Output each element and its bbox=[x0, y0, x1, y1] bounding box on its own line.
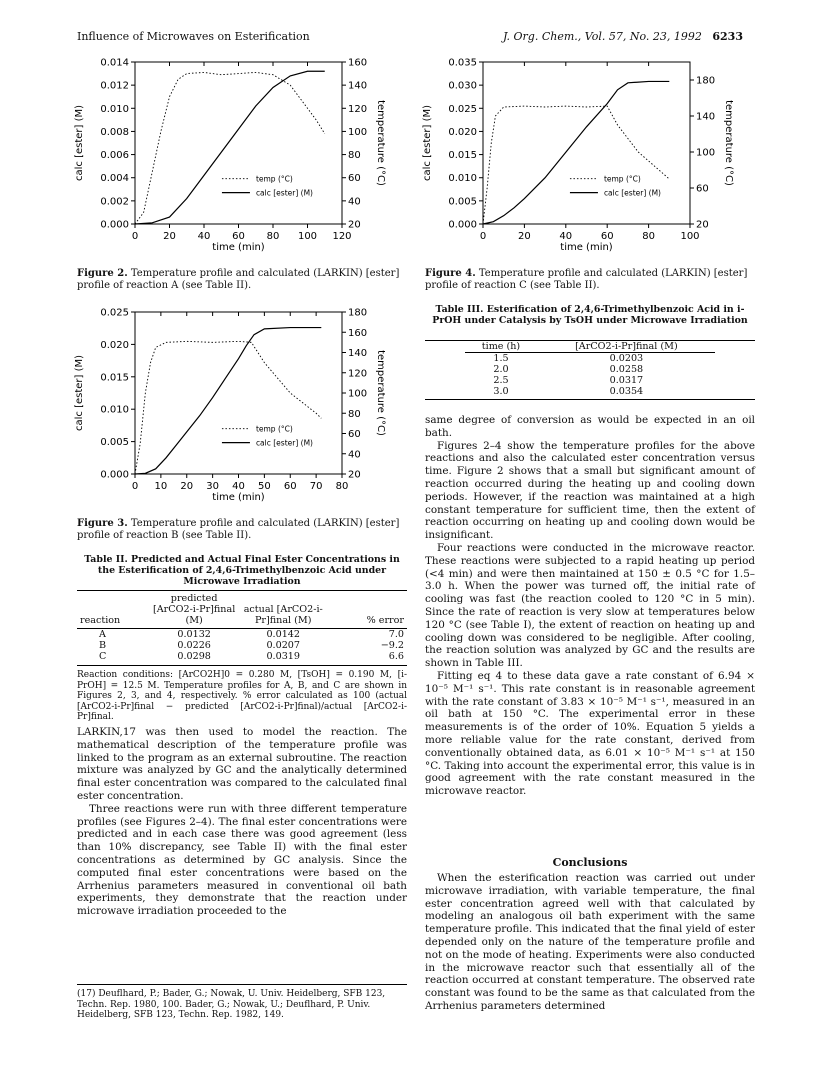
x-tick-label: 40 bbox=[232, 481, 245, 492]
table-2-header-actual: actual [ArCO2-i-Pr]final (M) bbox=[243, 604, 323, 626]
y2-tick-label: 60 bbox=[696, 183, 709, 195]
figure-3-caption bbox=[77, 518, 407, 542]
x-tick-label: 40 bbox=[197, 231, 211, 242]
table-row bbox=[465, 386, 716, 397]
y-tick-label: 0.000 bbox=[100, 469, 129, 481]
y2-tick-label: 100 bbox=[696, 147, 716, 159]
y-axis-label: calc [ester] (M) bbox=[422, 104, 433, 182]
table-row bbox=[77, 629, 407, 640]
table-3-header: [ArCO2-i-Pr]final (M) bbox=[537, 341, 715, 353]
table-2-cell: B bbox=[99, 640, 107, 651]
plot-frame bbox=[135, 62, 342, 224]
y-tick-label: 0.035 bbox=[448, 57, 477, 69]
table-2-header-reaction: reaction bbox=[80, 615, 121, 626]
x-axis-label: time (min) bbox=[212, 242, 265, 253]
table-2-cell: A bbox=[99, 629, 106, 640]
x-tick-label: 0 bbox=[131, 231, 139, 242]
table-row bbox=[465, 364, 716, 375]
y-tick-label: 0.005 bbox=[100, 437, 129, 449]
y-tick-label: 0.010 bbox=[448, 173, 477, 185]
figure-2-caption bbox=[77, 268, 407, 292]
x-tick-label: 100 bbox=[297, 231, 318, 242]
x-tick-label: 80 bbox=[266, 231, 280, 242]
x-axis-label: time (min) bbox=[560, 242, 613, 253]
y-tick-label: 0.000 bbox=[100, 219, 129, 231]
y2-tick-label: 140 bbox=[696, 111, 716, 123]
table-2-cell: 0.0207 bbox=[266, 640, 301, 651]
x-tick-label: 70 bbox=[309, 481, 323, 492]
legend-label: temp (°C) bbox=[255, 424, 293, 434]
table-2-cell: 6.6 bbox=[388, 651, 404, 662]
table-3-cell: 3.0 bbox=[493, 386, 509, 397]
paragraph: Four reactions were conducted in the microwave reactor. These reactions were subjected to a rapid heating up period (<4 min) and were then maintained at 150 ± 0.5 °C for 1.5–3.0 h. When the power was turned off, the initial rate of cooling was fast (the reaction cooled to 120 °C in 5 min). Since the rate of reaction is very slow at temperatures below 120 °C (see Table I), the extent of reaction on heating up and cooling down was considered to be negligible. After cooling, the reaction solution was analyzed by GC and the results are shown in Table III. bbox=[425, 541, 755, 670]
plot-frame bbox=[483, 62, 690, 224]
y2-tick-label: 100 bbox=[348, 126, 368, 138]
paragraph: same degree of conversion as would be expected in an oil bath. bbox=[425, 414, 755, 439]
table-3-grid bbox=[465, 341, 716, 397]
running-header-left: Influence of Microwaves on Esterification bbox=[77, 30, 310, 43]
table-2-cell: C bbox=[99, 651, 107, 662]
y2-tick-label: 120 bbox=[348, 103, 368, 115]
y2-axis-label: temperature (°C) bbox=[375, 100, 386, 186]
journal-citation: J. Org. Chem., Vol. 57, No. 23, 1992 bbox=[502, 30, 702, 43]
table-2-cell: 0.0132 bbox=[177, 629, 211, 640]
x-tick-label: 120 bbox=[332, 231, 352, 242]
legend-label: temp (°C) bbox=[603, 174, 641, 184]
y-tick-label: 0.020 bbox=[100, 339, 129, 351]
y-tick-label: 0.008 bbox=[100, 126, 129, 138]
table-3-cell: 0.0258 bbox=[609, 364, 644, 375]
table-2 bbox=[77, 590, 407, 723]
paragraph: Three reactions were run with three different temperature profiles (see Figures 2–4). The final ester concentrations were predicted and in each case there was good agreement (less than 10% discrepancy, see Table II) with the final ester concentrations as determined by GC analysis. Since the computed final ester concentrations were based on the Arrhenius parameters measured in conventional oil bath experiments, they demonstrate that the reaction under microwave irradiation proceeded to the bbox=[77, 802, 407, 918]
table-3-cell: 2.0 bbox=[493, 364, 509, 375]
paragraph: Fitting eq 4 to these data gave a rate constant of 6.94 × 10⁻⁵ M⁻¹ s⁻¹. This rate constant is in reasonable agreement with the rate constant of 3.83 × 10⁻⁵ M⁻¹ s⁻¹, measured in an oil bath at 150 °C. The experimental error in these measurements is of the order of 10%. Equation 5 yields a more reliable value for the rate constant, derived from conventionally obtained data, as 6.01 × 10⁻⁵ M⁻¹ s⁻¹ at 150 °C. Taking into account the experimental error, this value is in good agreement with the rate constant measured in the microwave reactor. bbox=[425, 669, 755, 798]
table-3-cell: 2.5 bbox=[493, 375, 509, 386]
plot-frame bbox=[135, 312, 342, 474]
table-3-header-row bbox=[465, 341, 716, 353]
x-tick-label: 60 bbox=[283, 481, 297, 492]
right-body-text bbox=[425, 414, 755, 798]
y2-tick-label: 160 bbox=[348, 327, 368, 339]
y-tick-label: 0.020 bbox=[448, 126, 477, 138]
figure-2-caption-text: Temperature profile and calculated (LARKIN) [ester] profile of reaction A (see Table II). bbox=[77, 268, 400, 291]
paragraph: Figures 2–4 show the temperature profiles for the above reactions and also the calculated ester concentration versus time. Figure 2 shows that a small but significant amount of reaction occurred during the heating up and cooling down periods. However, if the reaction was maintained at a high constant temperature for sufficient time, then the extent of reaction occurring on heating up and cooling down would be insignificant. bbox=[425, 439, 755, 542]
figure-3-caption-text: Temperature profile and calculated (LARKIN) [ester] profile of reaction B (see Table II). bbox=[77, 518, 400, 541]
table-2-grid bbox=[77, 593, 407, 626]
table-3-cell: 0.0203 bbox=[609, 353, 644, 364]
table-2-cell: 0.0142 bbox=[266, 629, 301, 640]
x-axis-label: time (min) bbox=[212, 492, 265, 503]
x-tick-label: 20 bbox=[180, 481, 194, 492]
y2-axis-label: temperature (°C) bbox=[375, 350, 386, 436]
table-2-cell: −9.2 bbox=[380, 640, 404, 651]
page-number: 6233 bbox=[712, 30, 743, 43]
table-3-cell: 1.5 bbox=[493, 353, 509, 364]
y-tick-label: 0.006 bbox=[100, 150, 129, 162]
legend-label: calc [ester] (M) bbox=[255, 188, 313, 198]
y-axis-label: calc [ester] (M) bbox=[74, 354, 85, 432]
table-2-cell: 0.0319 bbox=[266, 651, 301, 662]
y2-tick-label: 180 bbox=[696, 75, 716, 87]
y-tick-label: 0.030 bbox=[448, 80, 477, 92]
y-tick-label: 0.010 bbox=[100, 404, 129, 416]
y2-tick-label: 140 bbox=[348, 348, 368, 359]
y2-axis-label: temperature (°C) bbox=[723, 100, 734, 186]
table-2-body bbox=[77, 629, 407, 662]
figure-2-chart bbox=[70, 52, 400, 264]
paragraph: When the esterification reaction was carried out under microwave irradiation, with variable temperature, the final ester concentration agreed well with that calculated by modeling an analogous oil bath experiment with the same temperature profile. This indicated that the final yield of ester depended only on the nature of the temperature profile and not on the mode of heating. Experiments were also conducted in the microwave reactor such that essentially all of the reaction occurred at constant temperature. The observed rate constant was found to be the same as that calculated from the Arrhenius parameters determined bbox=[425, 872, 755, 1012]
x-tick-label: 0 bbox=[131, 481, 139, 492]
series-line-ester bbox=[483, 81, 669, 224]
y-tick-label: 0.005 bbox=[448, 196, 477, 208]
y-tick-label: 0.015 bbox=[100, 372, 129, 384]
y-tick-label: 0.010 bbox=[100, 103, 129, 115]
y2-tick-label: 80 bbox=[348, 150, 361, 162]
y2-tick-label: 40 bbox=[348, 449, 361, 461]
x-tick-label: 20 bbox=[163, 231, 176, 242]
y2-tick-label: 20 bbox=[348, 469, 361, 481]
table-row bbox=[77, 651, 407, 662]
x-tick-label: 80 bbox=[642, 231, 655, 242]
table-2-header-predicted: predicted [ArCO2-i-Pr]final (M) bbox=[153, 593, 236, 626]
x-tick-label: 100 bbox=[680, 231, 700, 242]
series-line-ester bbox=[135, 328, 321, 474]
figure-4-caption-text: Temperature profile and calculated (LARKIN) [ester] profile of reaction C (see Table II). bbox=[425, 268, 748, 291]
y-tick-label: 0.025 bbox=[448, 103, 477, 115]
y-tick-label: 0.012 bbox=[100, 80, 129, 92]
y2-tick-label: 40 bbox=[348, 196, 361, 208]
x-tick-label: 30 bbox=[206, 481, 219, 492]
legend-label: temp (°C) bbox=[255, 174, 293, 184]
table-3-cell: 0.0317 bbox=[609, 375, 644, 386]
table-row bbox=[77, 640, 407, 651]
table-3-title: Table III. Esterification of 2,4,6-Trimethylbenzoic Acid in i-PrOH under Catalysis by TsOH under Microwave Irradiation bbox=[432, 304, 748, 326]
y2-tick-label: 20 bbox=[696, 219, 709, 231]
chart-svg bbox=[418, 52, 748, 264]
table-3-header: time (h) bbox=[465, 341, 538, 353]
x-tick-label: 60 bbox=[232, 231, 245, 242]
figure-4-label: Figure 4. bbox=[425, 268, 476, 279]
x-tick-label: 80 bbox=[335, 481, 349, 492]
x-tick-label: 0 bbox=[479, 231, 487, 242]
x-tick-label: 10 bbox=[154, 481, 168, 492]
series-line-temp bbox=[135, 341, 321, 474]
paragraph: LARKIN,17 was then used to model the reaction. The mathematical description of the temperature profile was linked to the program as an external subroutine. The reaction mixture was analyzed by GC and the analytically determined final ester concentration was compared to the calculated final ester concentration. bbox=[77, 726, 407, 802]
y2-tick-label: 80 bbox=[348, 408, 361, 420]
conclusions-heading: Conclusions bbox=[552, 856, 628, 869]
table-2-title: Table II. Predicted and Actual Final Ester Concentrations in the Esterification of 2,4,6-Trimethylbenzoic Acid under Microwave Irradiation bbox=[84, 554, 400, 587]
y2-tick-label: 180 bbox=[348, 307, 368, 319]
y-axis-label: calc [ester] (M) bbox=[74, 104, 85, 182]
x-tick-label: 50 bbox=[258, 481, 271, 492]
table-2-cell: 0.0226 bbox=[177, 640, 211, 651]
y2-tick-label: 60 bbox=[348, 429, 361, 440]
table-2-cell: 0.0298 bbox=[177, 651, 211, 662]
y2-tick-label: 20 bbox=[348, 219, 361, 231]
footnote-17: (17) Deuflhard, P.; Bader, G.; Nowak, U. Univ. Heidelberg, SFB 123, Techn. Rep. 1980, 100. Bader, G.; Nowak, U.; Deuflhard, P. Univ. Heidelberg, SFB 123, Techn. Rep. 1982, 149. bbox=[77, 984, 407, 1021]
y-tick-label: 0.002 bbox=[100, 196, 129, 208]
y-tick-label: 0.025 bbox=[100, 307, 129, 319]
table-3 bbox=[425, 340, 755, 400]
table-2-cell: 7.0 bbox=[388, 629, 404, 640]
table-3-cell: 0.0354 bbox=[609, 386, 644, 397]
series-line-temp bbox=[483, 106, 669, 224]
x-tick-label: 40 bbox=[559, 231, 573, 242]
y-tick-label: 0.000 bbox=[448, 219, 477, 231]
legend-label: calc [ester] (M) bbox=[603, 188, 661, 198]
x-tick-label: 20 bbox=[518, 231, 531, 242]
x-tick-label: 60 bbox=[600, 231, 614, 242]
figure-4-caption bbox=[425, 268, 755, 292]
y-tick-label: 0.014 bbox=[100, 57, 129, 69]
table-row bbox=[465, 353, 716, 365]
y2-tick-label: 100 bbox=[348, 388, 368, 400]
legend-label: calc [ester] (M) bbox=[255, 438, 313, 448]
figure-3-label: Figure 3. bbox=[77, 518, 128, 529]
y2-tick-label: 60 bbox=[348, 173, 361, 185]
table-2-header-error: % error bbox=[366, 615, 404, 626]
chart-svg bbox=[70, 52, 400, 264]
conclusions-text bbox=[425, 872, 755, 1013]
y2-tick-label: 160 bbox=[348, 57, 368, 69]
figure-2-label: Figure 2. bbox=[77, 268, 128, 279]
left-body-text bbox=[77, 726, 407, 918]
y2-tick-label: 140 bbox=[348, 80, 368, 92]
chart-svg bbox=[70, 302, 400, 514]
running-header-right bbox=[503, 30, 743, 43]
table-2-footnote: Reaction conditions: [ArCO2H]0 = 0.280 M, [TsOH] = 0.190 M, [i-PrOH] = 12.5 M. Temperature profiles for A, B, and C are shown in Figures 2, 3, and 4, respectively. % error calculated as 100 (actual [ArCO2-i-Pr]final − predicted [ArCO2-i-Pr]final)/actual [ArCO2-i-Pr]final. bbox=[77, 670, 407, 723]
figure-4-chart bbox=[418, 52, 748, 264]
y-tick-label: 0.004 bbox=[100, 173, 129, 185]
y-tick-label: 0.015 bbox=[448, 150, 477, 162]
table-row bbox=[465, 375, 716, 386]
figure-3-chart bbox=[70, 302, 400, 514]
series-line-ester bbox=[135, 71, 325, 224]
series-line-temp bbox=[135, 72, 325, 224]
y2-tick-label: 120 bbox=[348, 368, 368, 380]
